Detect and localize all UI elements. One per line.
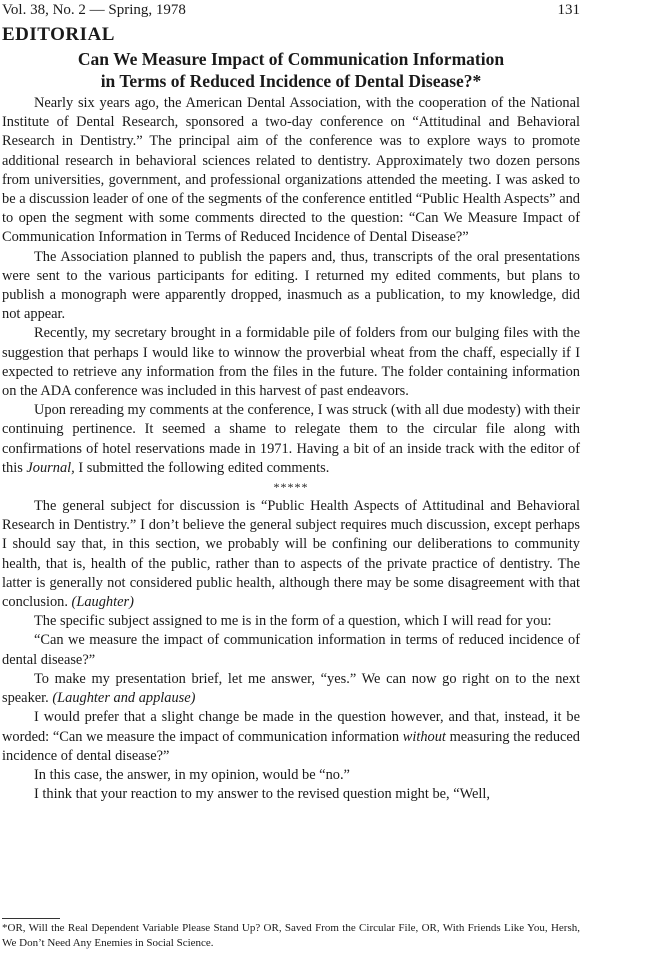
paragraph-3: Recently, my secretary brought in a formidable pile of folders from our bulging files with the suggestion that perhaps I would like to winnow the proverbial wheat from the chaff, especially if I expected to retrieve any information from the files in the future. The folder containing information on the ADA conference was included in this harvest of past endeavors.	[2, 325, 580, 400]
paragraph-5	[2, 497, 580, 612]
paragraph-11: I think that your reaction to my answer to the revised question might be, “Well,	[34, 786, 491, 803]
page-number: 131	[557, 2, 580, 18]
paragraph-9	[2, 708, 580, 766]
paragraph-8	[2, 670, 580, 708]
paragraph-4-text-b: I submitted the following edited comments.	[74, 459, 330, 476]
footnote: *OR, Will the Real Dependent Variable Please Stand Up? OR, Saved From the Circular File, OR, With Friends Like You, Hersh, We Don’t Need Any Enemies in Social Science.	[2, 922, 580, 949]
paragraph-10: In this case, the answer, in my opinion, would be “no.”	[34, 766, 350, 783]
journal-italic: Journal,	[26, 459, 75, 476]
section-label: EDITORIAL	[2, 24, 115, 45]
paragraph-4-text-a: Upon rereading my comments at the conference, I was struck (with all due modesty) with their continuing pertinence. It seemed a shame to relegate them to the circular file along with confirmations of hotel reservations made in 1971. Having a bit of an inside track with the editor of this	[2, 402, 580, 476]
without-italic: without	[402, 728, 446, 745]
journal-page	[2, 0, 580, 804]
running-head	[2, 0, 580, 20]
paragraph-5-text: The general subject for discussion is “Public Health Aspects of Attitudinal and Behavioral Research in Dentistry.” I don’t believe the general subject requires much discussion, except perhaps I should say that, in this section, we probably will be confining our deliberations to community health, that is, health of the public, rather than to aspects of the private practice of dentistry. The latter is generally not considered public health, although there may be some disagreement with that conclusion.	[2, 498, 580, 611]
volume-issue: Vol. 38, No. 2 — Spring, 1978	[2, 2, 186, 18]
paragraph-4	[2, 401, 580, 478]
applause-italic: (Laughter and applause)	[52, 690, 196, 707]
paragraph-2: The Association planned to publish the papers and, thus, transcripts of the oral presentations were sent to the various participants for editing. I returned my edited comments, but plans to publish a monograph were apparently dropped, inasmuch as a publication, to my knowledge, did not appear.	[2, 248, 580, 323]
article-title	[2, 48, 580, 92]
article-title-line-2: in Terms of Reduced Incidence of Dental Disease?*	[100, 71, 482, 91]
paragraph-6: The specific subject assigned to me is in the form of a question, which I will read for you:	[34, 613, 552, 630]
paragraph-7-quote: “Can we measure the impact of communication information in terms of reduced incidence of dental disease?”	[2, 632, 580, 668]
paragraph-9-text-b: measuring the reduced incidence of dental disease?”	[2, 728, 580, 764]
article-title-line-1: Can We Measure Impact of Communication Information	[77, 49, 505, 69]
paragraph-1: Nearly six years ago, the American Dental Association, with the cooperation of the National Institute of Dental Research, sponsored a two-day conference on “Attitudinal and Behavioral Research in Dentistry.” The principal aim of the conference was to explore ways to promote additional research in behavioral sciences related to dentistry. Approximately two dozen persons from universities, government, and professional organizations attended the meeting. I was asked to be a discussion leader of one of the segments of the conference entitled “Public Health Aspects” and to open the segment with some comments directed to the question: “Can We Measure Impact of Communication Information in Terms of Reduced Incidence of Dental Disease?”	[2, 95, 580, 246]
paragraph-9-text-a: I would prefer that a slight change be made in the question however, and that, instead, it be worded: “Can we measure the impact of communication information	[2, 709, 580, 745]
article-body	[2, 94, 580, 804]
laughter-italic: (Laughter)	[71, 594, 134, 611]
paragraph-8-text: To make my presentation brief, let me answer, “yes.” We can now go right on to the next speaker.	[2, 670, 580, 707]
section-separator: *****	[273, 480, 309, 495]
footnote-rule	[2, 918, 60, 919]
